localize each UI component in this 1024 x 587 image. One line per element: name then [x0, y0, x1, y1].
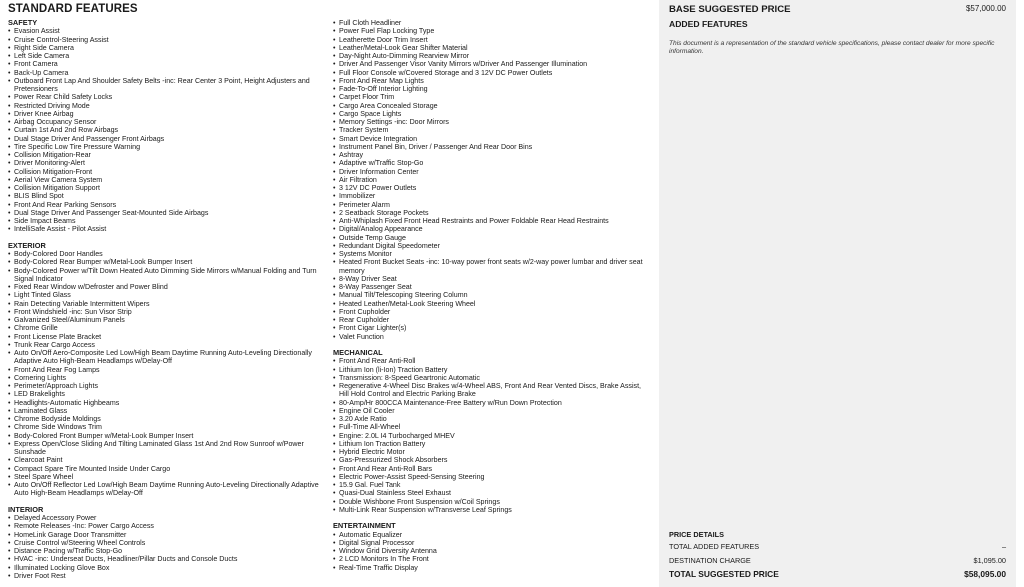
feature-item: • Driver And Passenger Visor Vanity Mirrors w/Driver And Passenger Illumination [333, 60, 651, 68]
feature-item: • Remote Releases -Inc: Power Cargo Access [8, 522, 328, 530]
feature-item: • Window Grid Diversity Antenna [333, 547, 651, 555]
feature-item: • Rear Cupholder [333, 316, 651, 324]
feature-item: • Dual Stage Driver And Passenger Seat-Mounted Side Airbags [8, 209, 328, 217]
feature-item: • Outside Temp Gauge [333, 234, 651, 242]
disclaimer-text: This document is a representation of the standard vehicle specifications, please contact dealer for more specific information. [669, 40, 995, 55]
feature-item: • Body-Colored Power w/Tilt Down Heated Auto Dimming Side Mirrors w/Manual Folding and Turn Signal Indicator [8, 267, 328, 284]
feature-item: • Cruise Control w/Steering Wheel Controls [8, 539, 328, 547]
feature-item: • Perimeter/Approach Lights [8, 382, 328, 390]
feature-item: • Front And Rear Map Lights [333, 77, 651, 85]
feature-item: • Right Side Camera [8, 44, 328, 52]
feature-item: • Front Camera [8, 60, 328, 68]
feature-item: • Power Rear Child Safety Locks [8, 93, 328, 101]
feature-item: • Gas-Pressurized Shock Absorbers [333, 456, 651, 464]
feature-item: • Engine: 2.0L I4 Turbocharged MHEV [333, 432, 651, 440]
feature-item: • Left Side Camera [8, 52, 328, 60]
feature-item: • Auto On/Off Reflector Led Low/High Beam Daytime Running Auto-Leveling Directionally Adaptive Auto High-Beam Headlamps w/Delay-Off [8, 481, 328, 498]
feature-item: • Memory Settings -inc: Door Mirrors [333, 118, 651, 126]
feature-item: • Front Cupholder [333, 308, 651, 316]
added-features-label: ADDED FEATURES [669, 19, 748, 29]
feature-item: • Electric Power-Assist Speed-Sensing Steering [333, 473, 651, 481]
feature-item: • Front Cigar Lighter(s) [333, 324, 651, 332]
entertainment-list [333, 531, 651, 572]
feature-item: • Immobilizer [333, 192, 651, 200]
feature-item: • Curtain 1st And 2nd Row Airbags [8, 126, 328, 134]
feature-item: • Manual Tilt/Telescoping Steering Column [333, 291, 651, 299]
feature-item: • Light Tinted Glass [8, 291, 328, 299]
feature-item: • Dual Stage Driver And Passenger Front Airbags [8, 135, 328, 143]
feature-item: • Back-Up Camera [8, 69, 328, 77]
exterior-heading: EXTERIOR [8, 240, 46, 250]
feature-item: • Full Cloth Headliner [333, 19, 651, 27]
feature-item: • Fixed Rear Window w/Defroster and Power Blind [8, 283, 328, 291]
feature-item: • HomeLink Garage Door Transmitter [8, 531, 328, 539]
feature-item: • 8-Way Driver Seat [333, 275, 651, 283]
feature-item: • Digital/Analog Appearance [333, 225, 651, 233]
feature-item: • Front And Rear Fog Lamps [8, 366, 328, 374]
feature-item: • Collision Mitigation-Front [8, 168, 328, 176]
feature-item: • Automatic Equalizer [333, 531, 651, 539]
feature-item: • Fade-To-Off Interior Lighting [333, 85, 651, 93]
feature-item: • Tracker System [333, 126, 651, 134]
feature-item: • Systems Monitor [333, 250, 651, 258]
feature-item: • Driver Information Center [333, 168, 651, 176]
feature-item: • IntelliSafe Assist - Pilot Assist [8, 225, 328, 233]
feature-item: • Side Impact Beams [8, 217, 328, 225]
feature-item: • Evasion Assist [8, 27, 328, 35]
feature-item: • Full-Time All-Wheel [333, 423, 651, 431]
feature-item: • 3.20 Axle Ratio [333, 415, 651, 423]
price-side-panel [659, 0, 1016, 587]
feature-item: • 8-Way Passenger Seat [333, 283, 651, 291]
price-details-label: PRICE DETAILS [669, 530, 725, 539]
feature-item: • BLIS Blind Spot [8, 192, 328, 200]
feature-item: • Express Open/Close Sliding And Tilting Laminated Glass 1st And 2nd Row Sunroof w/Power Sunshade [8, 440, 328, 457]
total-added-features-label: TOTAL ADDED FEATURES [669, 542, 760, 551]
feature-item: • Cruise Control-Steering Assist [8, 36, 328, 44]
feature-item: • Distance Pacing w/Traffic Stop-Go [8, 547, 328, 555]
interior-heading: INTERIOR [8, 504, 44, 514]
feature-item: • Heated Front Bucket Seats -inc: 10-way power front seats w/2-way power lumbar and driver seat memory [333, 258, 651, 275]
interior-list-continued [333, 19, 651, 341]
feature-item: • Driver Knee Airbag [8, 110, 328, 118]
feature-item: • Carpet Floor Trim [333, 93, 651, 101]
features-column-left [8, 19, 328, 580]
feature-item: • Body-Colored Door Handles [8, 250, 328, 258]
feature-item: • Tire Specific Low Tire Pressure Warning [8, 143, 328, 151]
feature-item: • HVAC -inc: Underseat Ducts, Headliner/Pillar Ducts and Console Ducts [8, 555, 328, 563]
feature-item: • Hybrid Electric Motor [333, 448, 651, 456]
feature-item: • Driver Foot Rest [8, 572, 328, 580]
feature-item: • Galvanized Steel/Aluminum Panels [8, 316, 328, 324]
feature-item: • Instrument Panel Bin, Driver / Passenger And Rear Door Bins [333, 143, 651, 151]
feature-item: • LED Brakelights [8, 390, 328, 398]
total-added-features-value: – [1001, 542, 1006, 551]
feature-item: • Power Fuel Flap Locking Type [333, 27, 651, 35]
feature-item: • Cornering Lights [8, 374, 328, 382]
entertainment-heading: ENTERTAINMENT [333, 521, 396, 531]
feature-item: • 80-Amp/Hr 800CCA Maintenance-Free Battery w/Run Down Protection [333, 399, 651, 407]
feature-item: • Auto On/Off Aero-Composite Led Low/High Beam Daytime Running Auto-Leveling Directionally Adaptive Auto High-Beam Headlamps w/Delay-Off [8, 349, 328, 366]
feature-item: • Front Windshield -inc: Sun Visor Strip [8, 308, 328, 316]
feature-item: • Double Wishbone Front Suspension w/Coil Springs [333, 498, 651, 506]
feature-item: • Engine Oil Cooler [333, 407, 651, 415]
feature-item: • Real-Time Traffic Display [333, 564, 651, 572]
feature-item: • Redundant Digital Speedometer [333, 242, 651, 250]
feature-item: • Outboard Front Lap And Shoulder Safety Belts -inc: Rear Center 3 Point, Height Adjusters and Pretensioners [8, 77, 328, 94]
feature-item: • Front And Rear Parking Sensors [8, 201, 328, 209]
feature-item: • Steel Spare Wheel [8, 473, 328, 481]
feature-item: • Body-Colored Rear Bumper w/Metal-Look Bumper Insert [8, 258, 328, 266]
feature-item: • Collision Mitigation-Rear [8, 151, 328, 159]
feature-item: • Front License Plate Bracket [8, 333, 328, 341]
feature-item: • Full Floor Console w/Covered Storage and 3 12V DC Power Outlets [333, 69, 651, 77]
feature-item: • 2 Seatback Storage Pockets [333, 209, 651, 217]
interior-list [8, 514, 328, 580]
feature-item: • Driver Monitoring-Alert [8, 159, 328, 167]
feature-item: • Trunk Rear Cargo Access [8, 341, 328, 349]
feature-item: • Headlights-Automatic Highbeams [8, 399, 328, 407]
feature-item: • Regenerative 4-Wheel Disc Brakes w/4-Wheel ABS, Front And Rear Vented Discs, Brake Assist, Hill Hold Control and Electric Parking Brake [333, 382, 651, 399]
exterior-list [8, 250, 328, 498]
features-column-middle [333, 19, 651, 572]
feature-item: • Chrome Grille [8, 324, 328, 332]
feature-item: • Aerial View Camera System [8, 176, 328, 184]
feature-item: • 15.9 Gal. Fuel Tank [333, 481, 651, 489]
feature-item: • Multi-Link Rear Suspension w/Transverse Leaf Springs [333, 506, 651, 514]
feature-item: • Perimeter Alarm [333, 201, 651, 209]
feature-item: • Quasi-Dual Stainless Steel Exhaust [333, 489, 651, 497]
feature-item: • Airbag Occupancy Sensor [8, 118, 328, 126]
feature-item: • Leatherette Door Trim Insert [333, 36, 651, 44]
feature-item: • Front And Rear Anti-Roll Bars [333, 465, 651, 473]
feature-item: • 3 12V DC Power Outlets [333, 184, 651, 192]
feature-item: • Digital Signal Processor [333, 539, 651, 547]
base-price-label: BASE SUGGESTED PRICE [669, 4, 791, 15]
feature-item: • Chrome Bodyside Moldings [8, 415, 328, 423]
feature-item: • Delayed Accessory Power [8, 514, 328, 522]
feature-item: • Heated Leather/Metal-Look Steering Wheel [333, 300, 651, 308]
feature-item: • Anti-Whiplash Fixed Front Head Restraints and Power Foldable Rear Head Restraints [333, 217, 651, 225]
feature-item: • Ashtray [333, 151, 651, 159]
feature-item: • Restricted Driving Mode [8, 102, 328, 110]
feature-item: • Collision Mitigation Support [8, 184, 328, 192]
feature-item: • Lithium Ion Traction Battery [333, 440, 651, 448]
mechanical-list [333, 357, 651, 514]
total-suggested-price-value: $58,095.00 [964, 569, 1006, 579]
feature-item: • Valet Function [333, 333, 651, 341]
feature-item: • Laminated Glass [8, 407, 328, 415]
feature-item: • Day-Night Auto-Dimming Rearview Mirror [333, 52, 651, 60]
feature-item: • Clearcoat Paint [8, 456, 328, 464]
safety-list [8, 27, 328, 233]
base-price-value: $57,000.00 [965, 4, 1006, 13]
feature-item: • Transmission: 8-Speed Geartronic Automatic [333, 374, 651, 382]
feature-item: • Cargo Space Lights [333, 110, 651, 118]
feature-item: • Chrome Side Windows Trim [8, 423, 328, 431]
feature-item: • Front And Rear Anti-Roll [333, 357, 651, 365]
feature-item: • Rain Detecting Variable Intermittent Wipers [8, 300, 328, 308]
destination-charge-label: DESTINATION CHARGE [669, 556, 751, 565]
page-title: STANDARD FEATURES [8, 3, 138, 15]
mechanical-heading: MECHANICAL [333, 348, 383, 357]
feature-item: • Lithium Ion (li-Ion) Traction Battery [333, 366, 651, 374]
total-suggested-price-label: TOTAL SUGGESTED PRICE [669, 569, 779, 579]
feature-item: • Leather/Metal-Look Gear Shifter Material [333, 44, 651, 52]
destination-charge-value: $1,095.00 [973, 556, 1006, 565]
feature-item: • Compact Spare Tire Mounted Inside Under Cargo [8, 465, 328, 473]
feature-item: • 2 LCD Monitors In The Front [333, 555, 651, 563]
feature-item: • Air Filtration [333, 176, 651, 184]
feature-item: • Cargo Area Concealed Storage [333, 102, 651, 110]
feature-item: • Body-Colored Front Bumper w/Metal-Look Bumper Insert [8, 432, 328, 440]
feature-item: • Adaptive w/Traffic Stop-Go [333, 159, 651, 167]
safety-heading: SAFETY [8, 18, 38, 27]
feature-item: • Smart Device Integration [333, 135, 651, 143]
feature-item: • Illuminated Locking Glove Box [8, 564, 328, 572]
